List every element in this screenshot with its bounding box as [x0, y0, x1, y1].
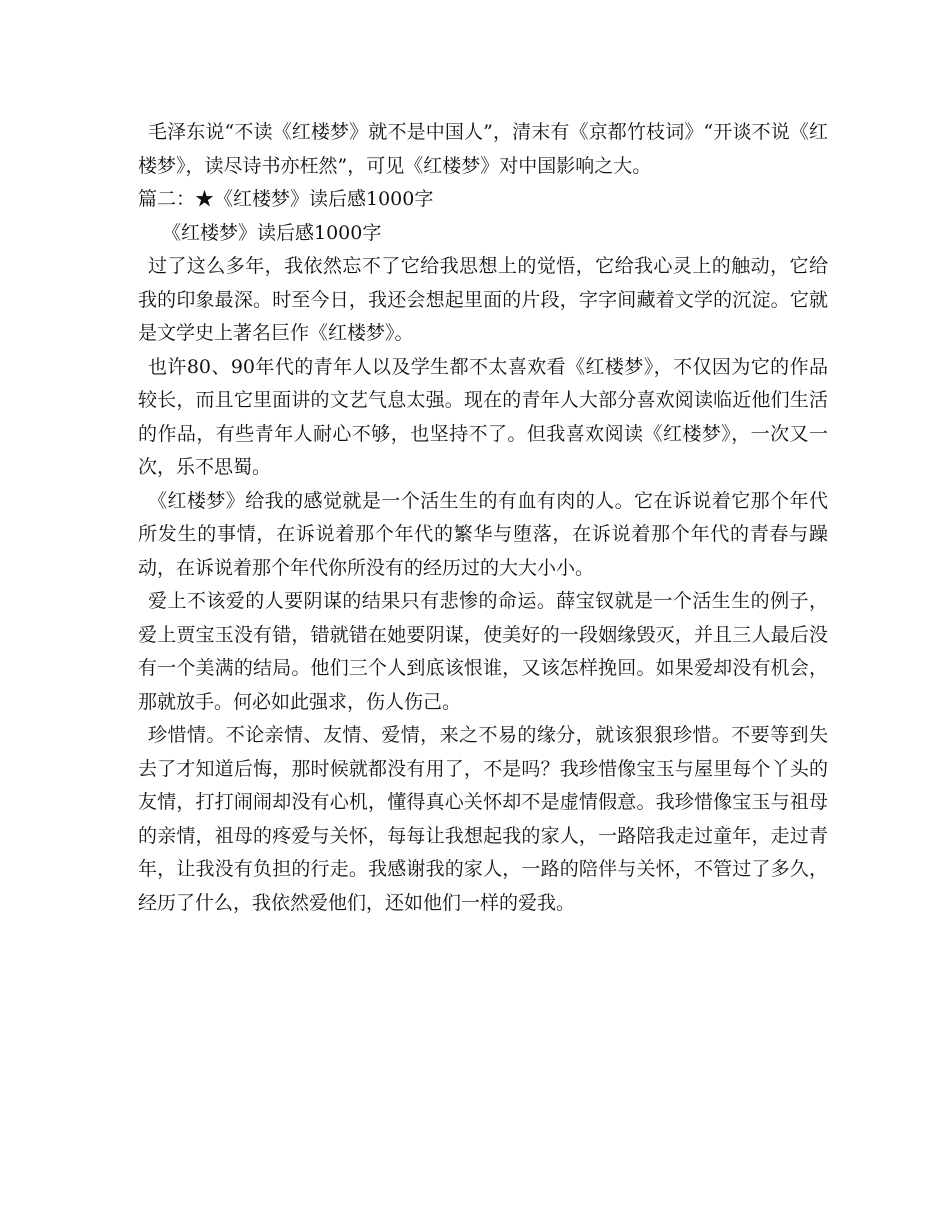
body-paragraph-4: 爱上不该爱的人要阴谋的结果只有悲惨的命运。薛宝钗就是一个活生生的例子，爱上贾宝玉没有错，错就错在她要阴谋，使美好的一段姻缘毁灭，并且三人最后没有一个美满的结局。他们三个人到底该恨谁，又该怎样挽回。如果爱却没有机会，那就放手。何必如此强求，伤人伤己。 [138, 590, 828, 713]
section-heading: 篇二：★《红楼梦》读后感1000字 [138, 188, 434, 210]
intro-paragraph: 毛泽东说“不读《红楼梦》就不是中国人”，清末有《京都竹枝词》“开谈不说《红楼梦》，读尽诗书亦枉然”，可见《红楼梦》对中国影响之大。 [138, 121, 828, 177]
document-page [138, 116, 828, 920]
body-paragraph-5: 珍惜情。不论亲情、友情、爱情，来之不易的缘分，就该狠狠珍惜。不要等到失去了才知道后悔，那时候就都没有用了，不是吗？我珍惜像宝玉与屋里每个丫头的友情，打打闹闹却没有心机，懂得真心关怀却不是虚情假意。我珍惜像宝玉与祖母的亲情，祖母的疼爱与关怀，每每让我想起我的家人，一路陪我走过童年，走过青年，让我没有负担的行走。我感谢我的家人，一路的陪伴与关怀，不管过了多久，经历了什么，我依然爱他们，还如他们一样的爱我。 [138, 724, 828, 914]
article-subtitle: 《红楼梦》读后感1000字 [162, 221, 382, 244]
body-paragraph-2: 也许80、90年代的青年人以及学生都不太喜欢看《红楼梦》，不仅因为它的作品较长，而且它里面讲的文艺气息太强。现在的青年人大部分喜欢阅读临近他们生活的作品，有些青年人耐心不够，也坚持不了。但我喜欢阅读《红楼梦》，一次又一次，乐不思蜀。 [138, 355, 828, 478]
body-paragraph-3: 《红楼梦》给我的感觉就是一个活生生的有血有肉的人。它在诉说着它那个年代所发生的事情，在诉说着那个年代的繁华与堕落，在诉说着那个年代的青春与躁动，在诉说着那个年代你所没有的经历过的大大小小。 [138, 489, 828, 579]
body-paragraph-1: 过了这么多年，我依然忘不了它给我思想上的觉悟，它给我心灵上的触动，它给我的印象最深。时至今日，我还会想起里面的片段，字字间藏着文学的沉淀。它就是文学史上著名巨作《红楼梦》。 [138, 255, 828, 344]
